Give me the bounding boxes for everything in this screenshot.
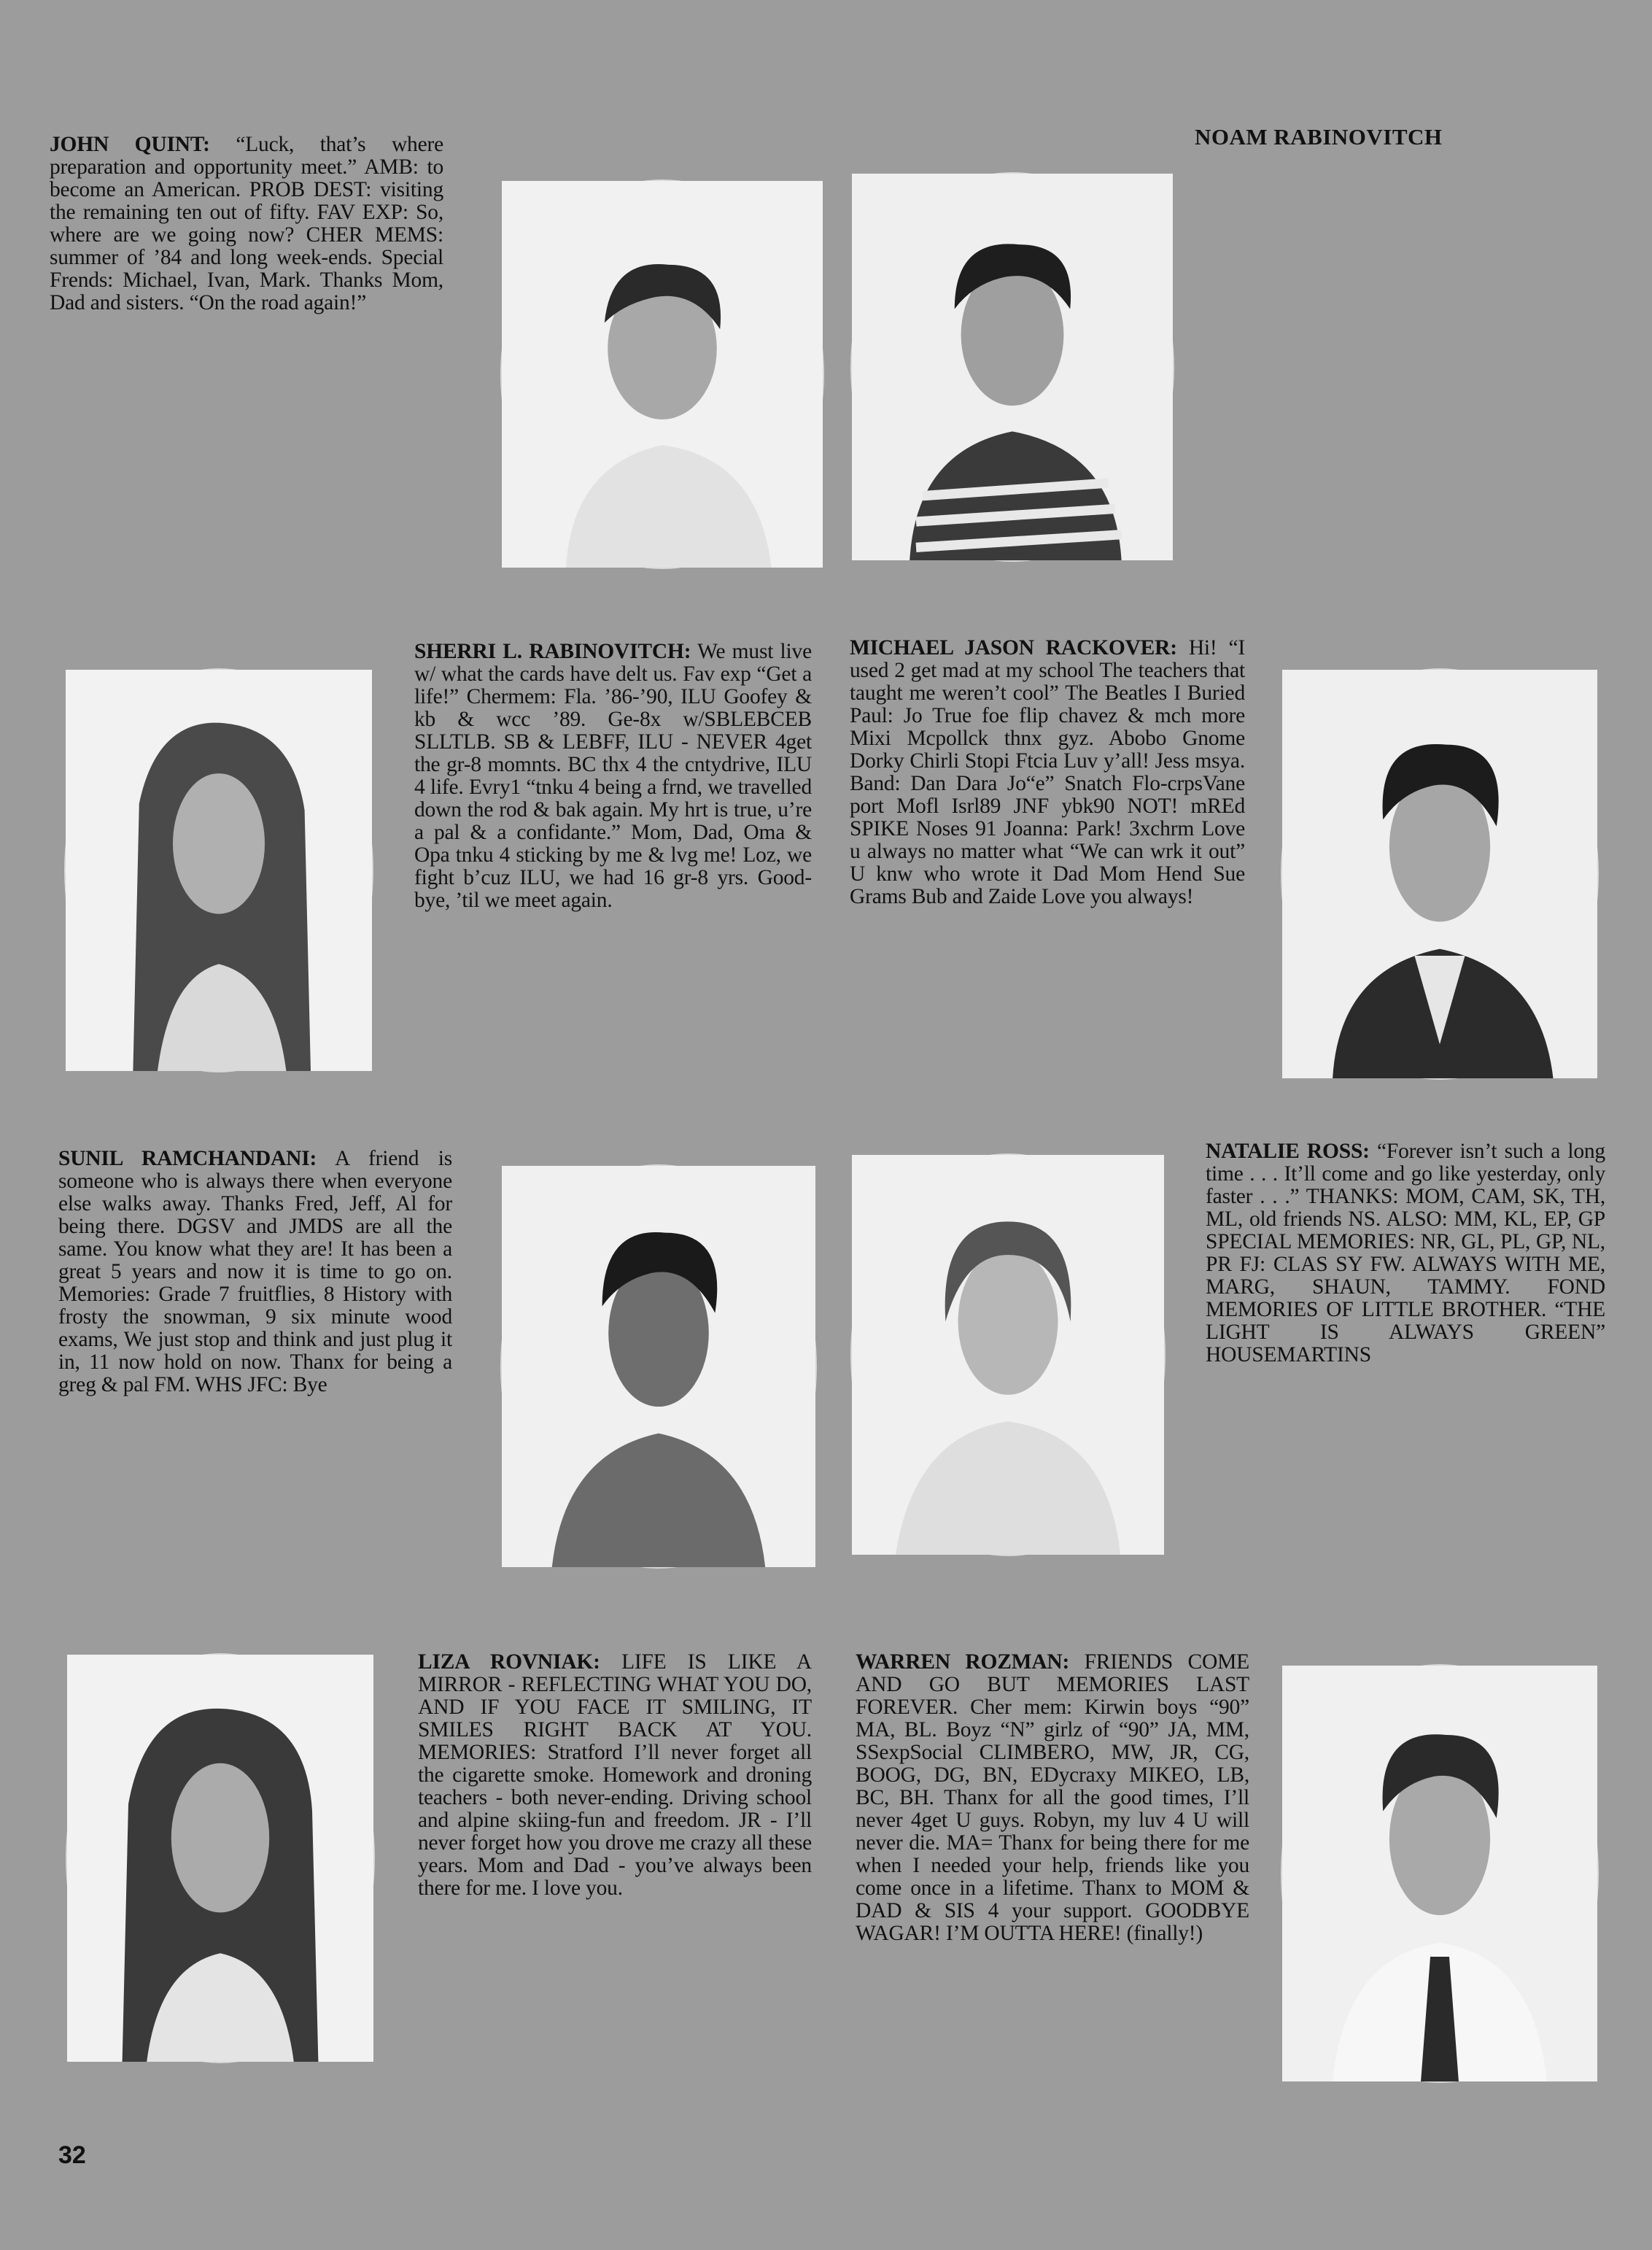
entry-warren-rozman (856, 1651, 1249, 1945)
portrait-michael-rackover (1282, 670, 1597, 1078)
entry-sherri-rabinovitch (414, 641, 812, 912)
portrait-john-quint (502, 181, 823, 568)
entry-text: “Luck, that’s where preparation and opportunity meet.” AMB: to become an American. PROB DEST: visiting the remaining ten out of fifty. FAV EXP: So, where are we going now? CHER MEMS: summer of ’84 and long week-ends. Special Frends: Michael, Ivan, Mark. Thanks Mom, Dad and sisters. “On the road again!” (50, 133, 444, 314)
entry-name: WARREN ROZMAN: (856, 1650, 1070, 1674)
entry-text: “Forever isn’t such a long time . . . It’ll come and go like yesterday, only faster . . .” THANKS: MOM, CAM, SK, TH, ML, old friends NS. ALSO: MM, KL, EP, GP SPECIAL MEMORIES: NR, GL, PL, GP, NL, PR FJ: CLAS SY FW. ALWAYS WITH ME, MARG, SHAUN, TAMMY. FOND MEMORIES OF LITTLE BROTHER. “THE LIGHT IS ALWAYS GREEN” HOUSEMARTINS (1206, 1140, 1605, 1366)
entry-text: A friend is someone who is always there when everyone else walks away. Thanks Fred, Jeff, Al for being there. DGSV and JMDS are all the same. You know what they are! It has been a great 5 years and now it is time to go on. Memories: Grade 7 fruitflies, 8 History with frosty the snowman, 9 six minute wood exams, We just stop and think and just plug it in, 11 now hold on now. Thanx for being a greg & pal FM. WHS JFC: Bye (58, 1147, 453, 1396)
entry-john-quint (50, 134, 443, 314)
portrait-warren-rozman (1282, 1666, 1597, 2081)
entry-name: SUNIL RAMCHANDANI: (58, 1147, 317, 1170)
entry-name: SHERRI L. RABINOVITCH: (414, 640, 691, 663)
entry-natalie-ross (1206, 1140, 1605, 1366)
entry-text: We must live w/ what the cards have delt us. Fav exp “Get a life!” Chermem: Fla. ’86-’90, ILU Goofey & kb & wcc ’89. Ge-8x w/SBLEBCEB SLLTLB. SB & LEBFF, ILU - NEVER 4get the gr-8 momnts. BC thx 4 the cntydrive, ILU 4 life. Evry1 “tnku 4 being a frnd, we travelled down the rod & bak again. My hrt is true, u’re a pal & a confidante.” Mom, Dad, Oma & Opa tnku 4 sticking by me & lvg me! Loz, we fight b’cuz ILU, we had 16 gr-8 yrs. Good-bye, ’til we meet again. (414, 640, 812, 912)
entry-liza-rovniak (418, 1651, 812, 1900)
entry-name: MICHAEL JASON RACKOVER: (850, 636, 1177, 660)
portrait-natalie-ross (852, 1155, 1164, 1555)
page-number: 32 (58, 2141, 86, 2169)
portrait-sunil-ramchandani (502, 1166, 815, 1567)
entry-text: FRIENDS COME AND GO BUT MEMORIES LAST FOREVER. Cher mem: Kirwin boys “90” MA, BL. Boyz “N” girlz of “90” JA, MM, SSexpSocial CLIMBERO, MW, JR, CG, BOOG, DG, BN, EDycraxy MIKEO, LB, BC, BH. Thanx for all the good times, I’ll never 4get U guys. Robyn, my luv 4 U will never die. MA= Thanx for being there for me when I needed your help, friends like you come once in a lifetime. Thanx to MOM & DAD & SIS 4 your support. GOODBYE WAGAR! I’M OUTTA HERE! (finally!) (856, 1650, 1249, 1945)
entry-name: NATALIE ROSS: (1206, 1140, 1370, 1163)
portrait-noam-rabinovitch (852, 174, 1173, 560)
entry-text: LIFE IS LIKE A MIRROR - REFLECTING WHAT YOU DO, AND IF YOU FACE IT SMILING, IT SMILES RIGHT BACK AT YOU. MEMORIES: Stratford I’ll never forget all the cigarette smoke. Homework and droning teachers - both never-ending. Driving school and alpine skiing-fun and freedom. JR - I’ll never forget how you drove me crazy all these years. Mom and Dad - you’ve always been there for me. I love you. (418, 1650, 813, 1900)
entry-name: LIZA ROVNIAK: (418, 1650, 600, 1674)
entry-sunil-ramchandani (58, 1148, 452, 1396)
entry-michael-rackover (850, 637, 1245, 908)
portrait-liza-rovniak (67, 1655, 373, 2062)
entry-name: JOHN QUINT: (50, 133, 210, 156)
entry-text: Hi! “I used 2 get mad at my school The teachers that taught me weren’t cool” The Beatles I Buried Paul: Jo True foe flip chavez & mch more Mixi Mcpollck thnx gyz. Abobo Gnome Dorky Chirli Stopi Ftcia Luv y’all! Jess msya. Band: Dan Dara Jo“e” Snatch Flo-crpsVane port Mofl Isrl89 JNF ybk90 NOT! mREd SPIKE Noses 91 Joanna: Park! 3xchrm Love u always no matter what “We can wrk it out” U knw who wrote it Dad Mom Hend Sue Grams Bub and Zaide Love you always! (850, 636, 1245, 908)
portrait-sherri-rabinovitch (66, 670, 372, 1071)
noam-name: NOAM RABINOVITCH (1195, 124, 1443, 150)
